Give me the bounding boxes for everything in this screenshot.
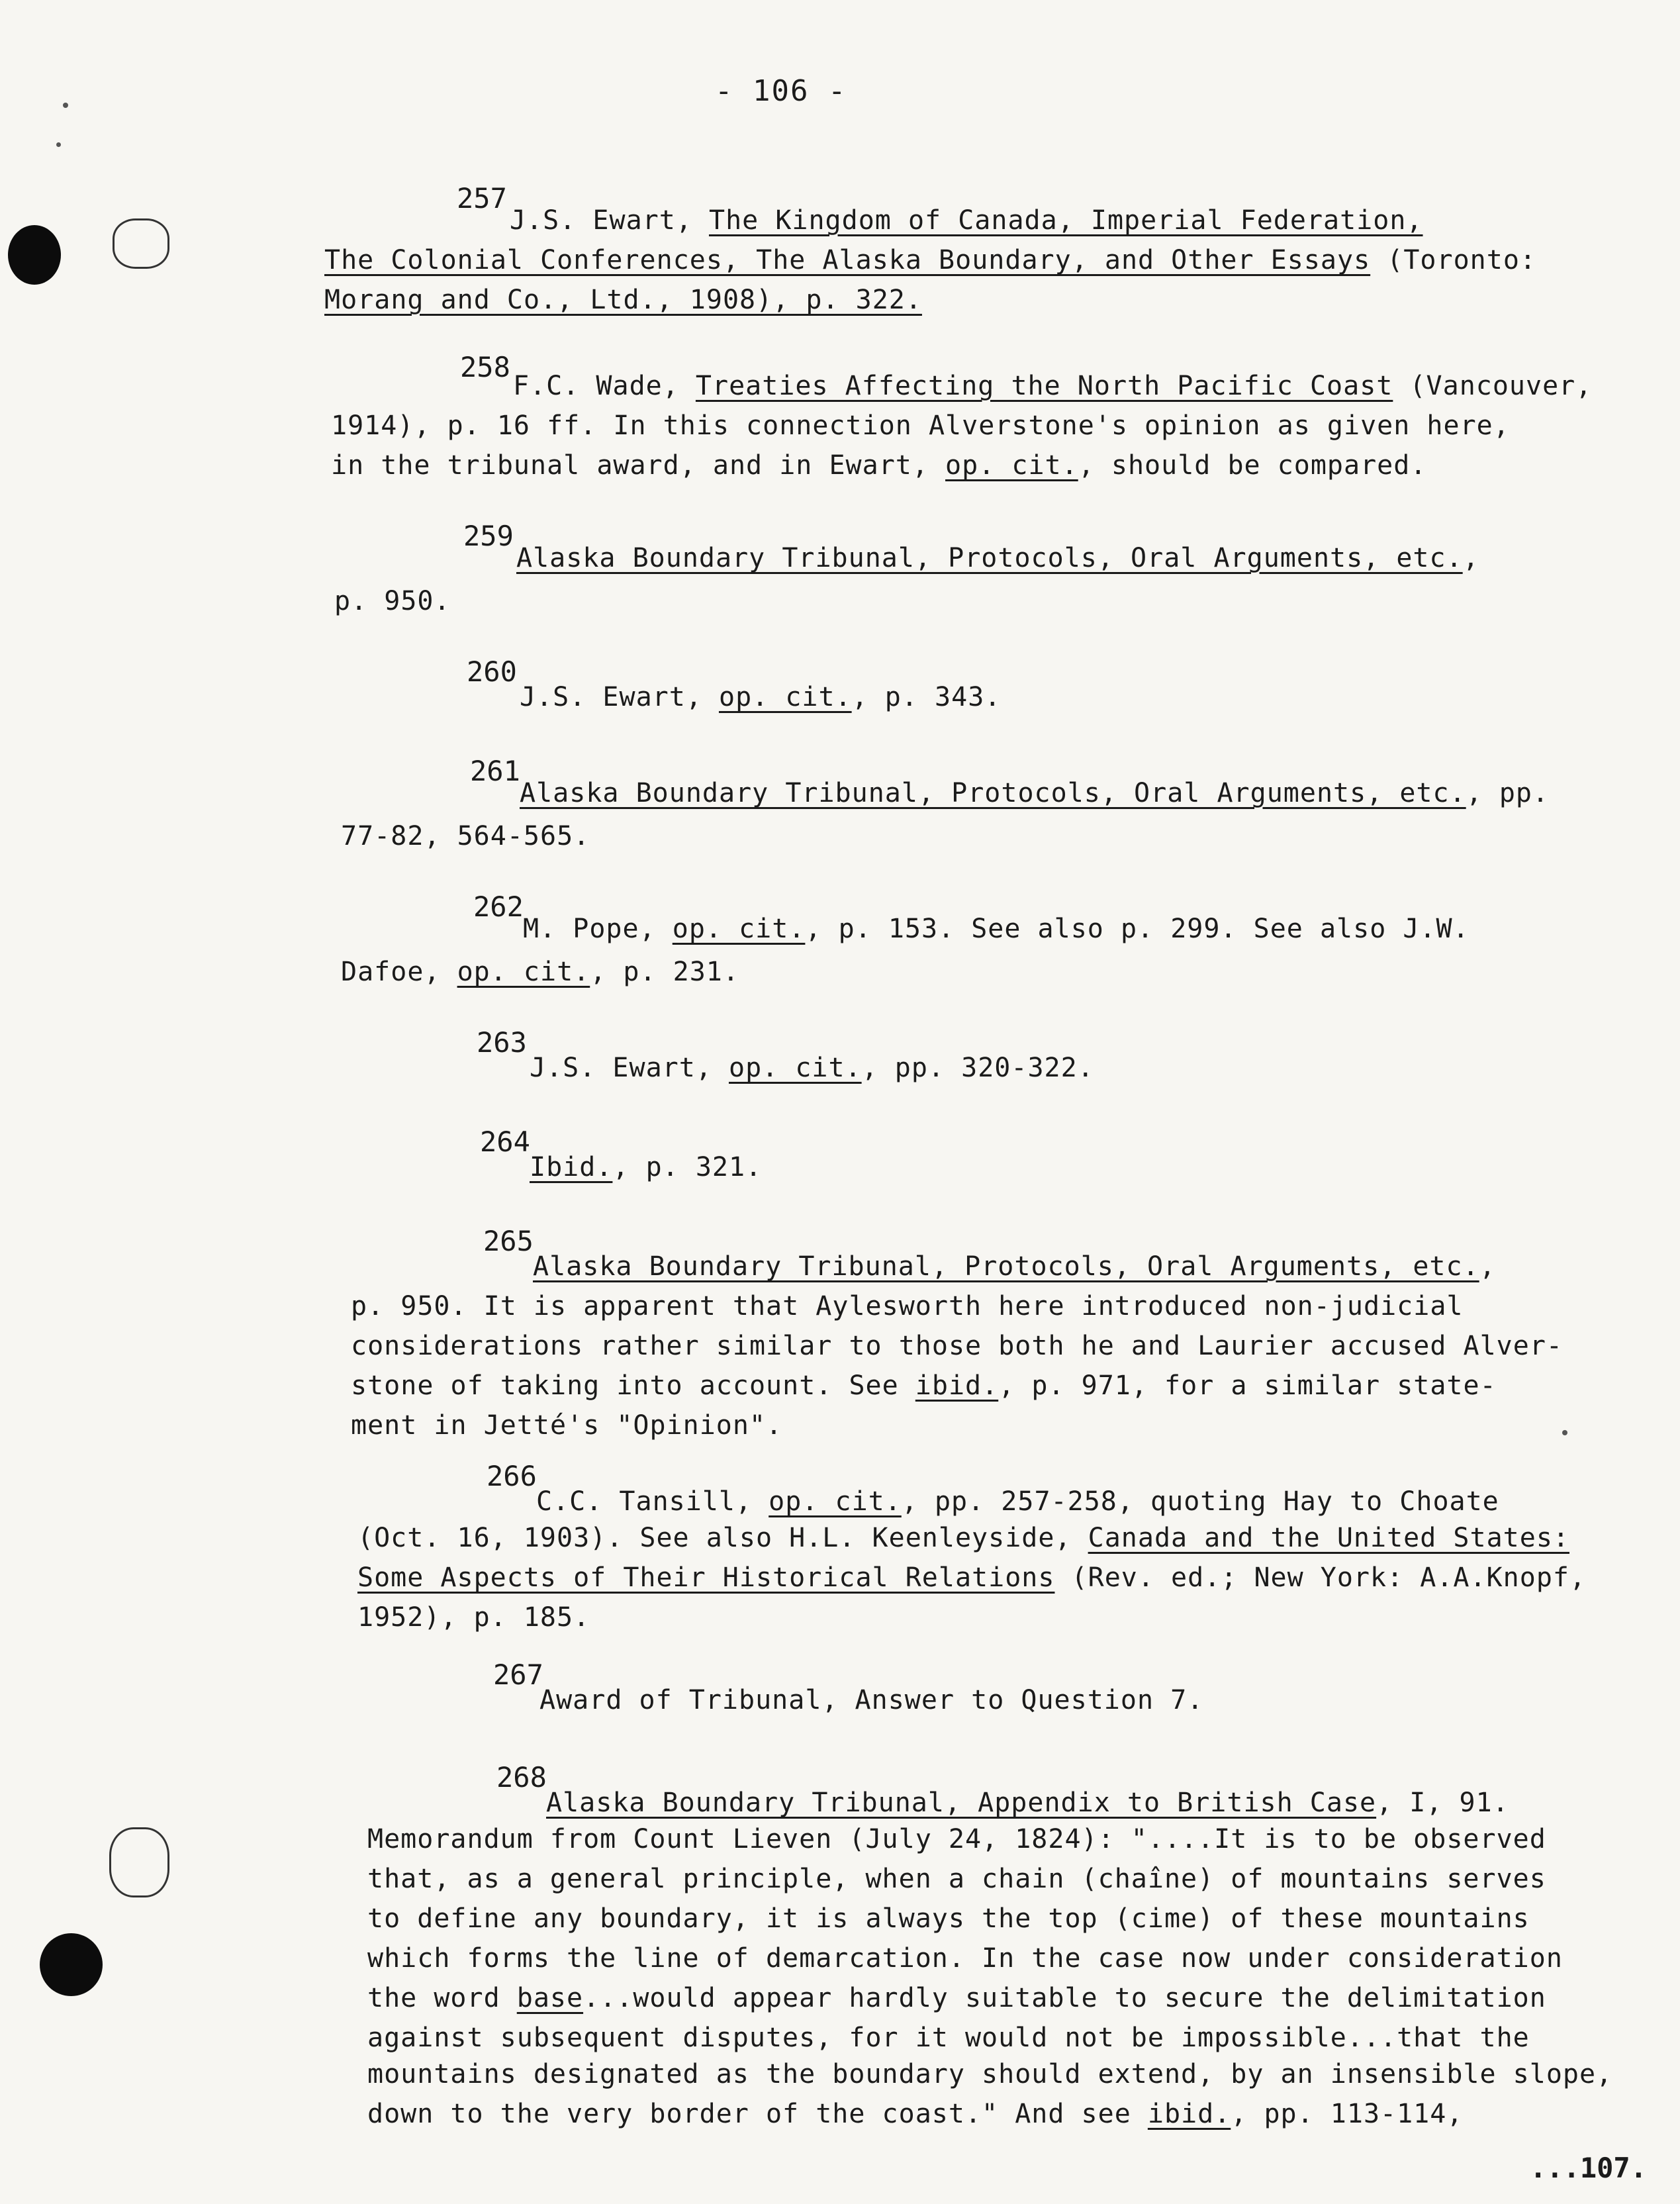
footnote-text: , pp. 113-114, <box>1231 2099 1464 2129</box>
footnote-line <box>341 821 590 851</box>
footnote-text: considerations rather similar to those both he and Laurier accused Alver- <box>351 1331 1563 1361</box>
footnote-text: J.S. Ewart, <box>520 682 719 712</box>
footnote-line <box>367 2099 1463 2129</box>
footnote-line <box>367 1864 1546 1894</box>
underlined-citation: The Colonial Conferences, The Alaska Boundary, and Other Essays <box>324 245 1371 275</box>
scan-speck <box>1562 1430 1567 1435</box>
footnote-text: , p. 321. <box>612 1152 763 1182</box>
footnote-number: 267 <box>493 1658 543 1691</box>
underlined-citation: Morang and Co., Ltd., 1908), p. 322. <box>324 285 922 315</box>
underlined-citation: Some Aspects of Their Historical Relations <box>357 1562 1055 1593</box>
footnote-text: , <box>1479 1251 1496 1282</box>
footnote-line <box>539 1685 1203 1715</box>
underlined-citation: The Kingdom of Canada, Imperial Federation, <box>708 205 1423 236</box>
footnote-line <box>520 682 1001 712</box>
footnote-text: which forms the line of demarcation. In the case now under consideration <box>367 1943 1563 1974</box>
footnote-line <box>536 1486 1499 1517</box>
underlined-citation: base <box>516 1983 584 2013</box>
underlined-citation: op. cit. <box>769 1486 902 1517</box>
footnote-text: against subsequent disputes, for it would not be impossible...that the <box>367 2023 1530 2053</box>
footnote-line <box>341 957 739 987</box>
underlined-citation: Ibid. <box>530 1152 613 1182</box>
footnote-number: 260 <box>467 655 517 688</box>
footnote-line <box>324 245 1536 275</box>
footnote-text: 1952), p. 185. <box>357 1602 590 1633</box>
footnote-number: 259 <box>463 520 514 552</box>
footnote-line <box>523 914 1470 944</box>
binder-hole-outline <box>109 1827 169 1897</box>
underlined-citation: ibid. <box>1147 2099 1231 2129</box>
footnote-number: 268 <box>496 1761 547 1794</box>
footnote-line <box>367 2059 1612 2089</box>
underlined-citation: op. cit. <box>718 682 852 712</box>
footnote-line <box>351 1410 782 1441</box>
footnote-line <box>520 778 1549 808</box>
footnote-text: , pp. 257-258, quoting Hay to Choate <box>901 1486 1499 1517</box>
footnote-text: , pp. 320-322. <box>861 1053 1094 1083</box>
footnote-line <box>351 1291 1464 1321</box>
footnote-line <box>367 2023 1530 2053</box>
footnote-text: in the tribunal award, and in Ewart, <box>331 450 946 481</box>
footnote-line <box>513 371 1592 401</box>
footnote-text: J.S. Ewart, <box>530 1053 729 1083</box>
footnote-text: to define any boundary, it is always the top (cime) of these mountains <box>367 1903 1530 1934</box>
footnote-number: 257 <box>457 182 507 215</box>
footnote-line <box>357 1602 590 1633</box>
underlined-citation: op. cit. <box>728 1053 862 1083</box>
underlined-citation: op. cit. <box>672 914 806 944</box>
binder-hole-mark <box>40 1933 103 1996</box>
underlined-citation: Alaska Boundary Tribunal, Protocols, Oral Arguments, etc. <box>520 778 1466 808</box>
footnote-number: 265 <box>483 1225 534 1257</box>
footnote-text: 77-82, 564-565. <box>341 821 590 851</box>
footnote-line <box>351 1331 1563 1361</box>
scan-speck <box>63 103 68 108</box>
footnote-number: 264 <box>480 1126 530 1158</box>
footnote-line <box>367 1824 1546 1854</box>
footnote-text: , p. 343. <box>851 682 1002 712</box>
footnote-line <box>516 543 1479 573</box>
footnote-text: the word <box>367 1983 517 2013</box>
underlined-citation: op. cit. <box>457 957 590 987</box>
footnote-text: stone of taking into account. See <box>351 1370 915 1401</box>
footnote-number: 258 <box>460 351 510 383</box>
underlined-citation: Canada and the United States: <box>1088 1523 1569 1553</box>
footnote-text: , should be compared. <box>1078 450 1427 481</box>
footnote-line <box>367 1943 1563 1974</box>
footnote-line <box>334 586 451 616</box>
footnote-line <box>533 1251 1496 1282</box>
underlined-citation: Alaska Boundary Tribunal, Protocols, Oral Arguments, etc. <box>533 1251 1479 1282</box>
footnote-text: , <box>1462 543 1479 573</box>
footnote-text: mountains designated as the boundary should extend, by an insensible slope, <box>367 2059 1613 2089</box>
footnote-text: ...would appear hardly suitable to secure the delimitation <box>583 1983 1546 2013</box>
footnote-line <box>367 1983 1546 2013</box>
footnote-text: (Rev. ed.; New York: A.A.Knopf, <box>1054 1562 1587 1593</box>
footnote-text: (Toronto: <box>1370 245 1536 275</box>
footnote-text: F.C. Wade, <box>513 371 696 401</box>
footnote-line <box>530 1053 1094 1083</box>
scan-speck <box>56 142 61 147</box>
footnote-number: 266 <box>487 1460 537 1492</box>
footnote-line <box>530 1152 762 1182</box>
footnote-text: (Vancouver, <box>1393 371 1593 401</box>
footnote-number: 261 <box>470 755 520 787</box>
underlined-citation: op. cit. <box>945 450 1078 481</box>
footnote-text: , I, 91. <box>1376 1788 1509 1818</box>
footnote-line <box>324 285 922 315</box>
footnote-number: 262 <box>473 890 524 923</box>
binder-hole-outline <box>113 218 169 269</box>
footnote-line <box>351 1370 1497 1401</box>
footnote-line <box>367 1903 1530 1934</box>
footnote-text: 1914), p. 16 ff. In this connection Alverstone's opinion as given here, <box>331 410 1510 441</box>
footnote-text: , p. 971, for a similar state- <box>998 1370 1497 1401</box>
footnote-text: , p. 231. <box>590 957 739 987</box>
footnote-line <box>546 1788 1509 1818</box>
footnote-text: , pp. <box>1466 778 1550 808</box>
footnote-line <box>357 1523 1569 1553</box>
footnote-text: Dafoe, <box>341 957 457 987</box>
footnote-text: p. 950. It is apparent that Aylesworth here introduced non-judicial <box>351 1291 1464 1321</box>
footnote-text: p. 950. <box>334 586 451 616</box>
footnote-text: , p. 153. See also p. 299. See also J.W. <box>805 914 1470 944</box>
footnote-text: C.C. Tansill, <box>536 1486 769 1517</box>
continuation-marker: ...107. <box>1529 2152 1647 2184</box>
footnote-number: 263 <box>477 1026 527 1059</box>
footnote-text: down to the very border of the coast." And see <box>367 2099 1148 2129</box>
page-number: - 106 - <box>715 74 847 108</box>
underlined-citation: Alaska Boundary Tribunal, Protocols, Oral Arguments, etc. <box>516 543 1463 573</box>
footnote-text: Award of Tribunal, Answer to Question 7. <box>539 1685 1204 1715</box>
binder-hole-mark <box>8 225 61 285</box>
footnote-line <box>331 450 1426 481</box>
footnote-text: J.S. Ewart, <box>510 205 709 236</box>
footnote-line <box>510 205 1423 236</box>
underlined-citation: Treaties Affecting the North Pacific Coast <box>695 371 1393 401</box>
footnote-text: ment in Jetté's "Opinion". <box>351 1410 783 1441</box>
footnote-text: that, as a general principle, when a chain (chaîne) of mountains serves <box>367 1864 1546 1894</box>
underlined-citation: Alaska Boundary Tribunal, Appendix to British Case <box>546 1788 1377 1818</box>
footnote-line <box>357 1562 1586 1593</box>
underlined-citation: ibid. <box>915 1370 999 1401</box>
footnote-text: (Oct. 16, 1903). See also H.L. Keenleyside, <box>357 1523 1088 1553</box>
footnote-text: Memorandum from Count Lieven (July 24, 1824): "....It is to be observed <box>367 1824 1546 1854</box>
footnote-text: M. Pope, <box>523 914 673 944</box>
footnote-line <box>331 410 1510 441</box>
